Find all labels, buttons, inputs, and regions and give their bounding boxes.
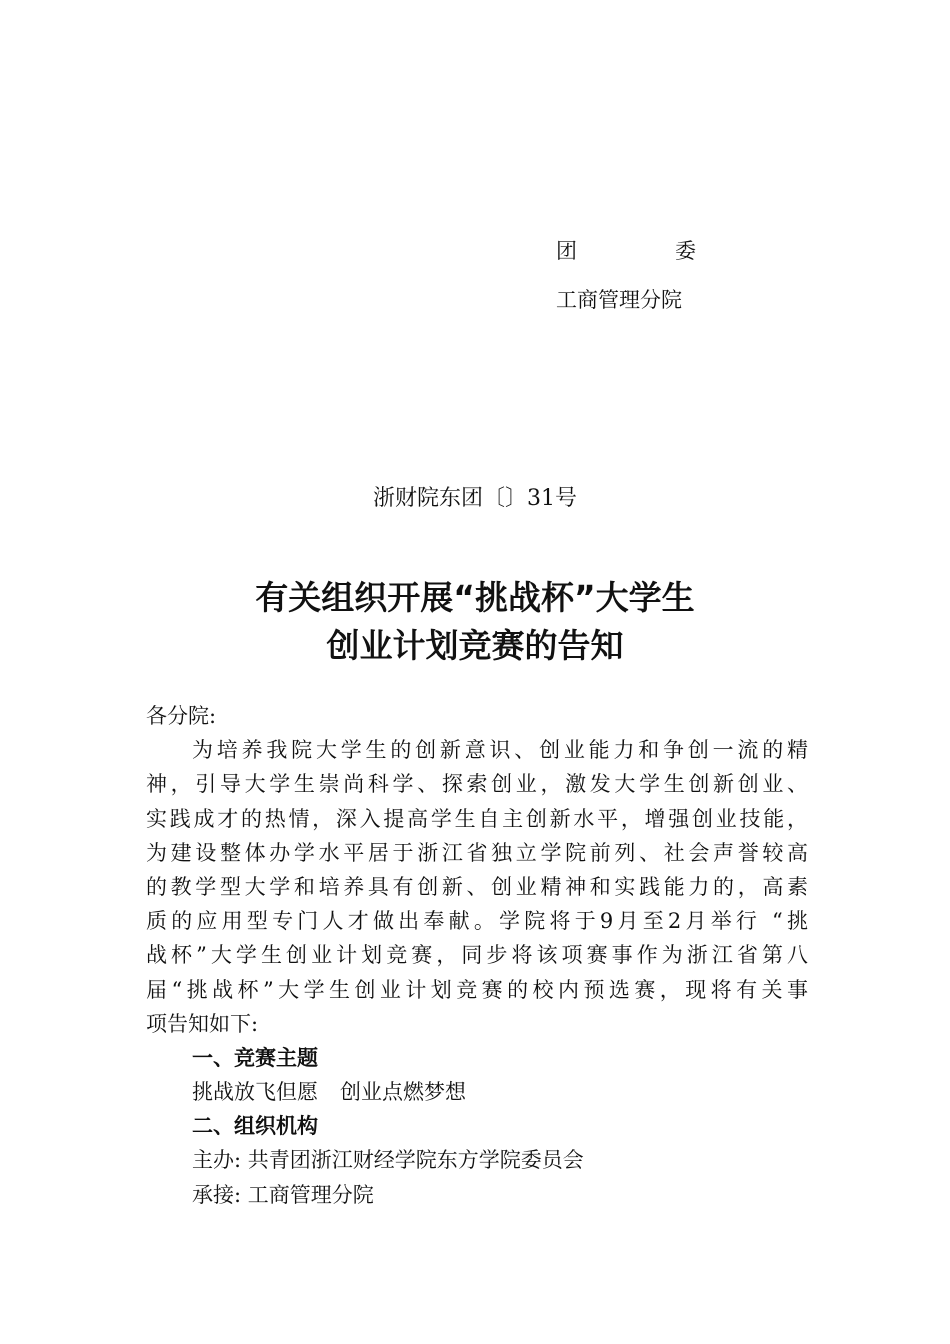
paragraph-line: 实践成才的热情，深入提高学生自主创新水平，增强创业技能， <box>146 806 808 831</box>
issuer-org-char: 委 <box>675 239 696 263</box>
intro-paragraph <box>146 733 808 1041</box>
paragraph-line: 为建设整体办学水平居于浙江省独立学院前列、社会声誉较高 <box>146 840 808 865</box>
paragraph-line: 神，引导大学生崇尚科学、探索创业，激发大学生创新创业、 <box>146 772 808 797</box>
issuer-org-char: 团 <box>556 239 577 263</box>
notice-title-line-2: 创业计划竞赛的告知 <box>326 626 624 665</box>
theme-part-1: 挑战放飞但愿 <box>192 1080 318 1105</box>
host-organization: 主办: 共青团浙江财经学院东方学院委员会 <box>192 1148 584 1173</box>
notice-body <box>146 699 808 1212</box>
paragraph-line: 为培养我院大学生的创新意识、创业能力和争创一流的精 <box>192 738 808 763</box>
competition-theme <box>146 1075 808 1109</box>
section-heading-organization: 二、组织机构 <box>192 1114 318 1139</box>
paragraph-line: 战杯”大学生创业计划竞赛，同步将该项赛事作为浙江省第八 <box>146 943 808 968</box>
salutation: 各分院: <box>146 704 217 728</box>
notice-title-line-1: 有关组织开展“挑战杯”大学生 <box>255 578 695 617</box>
organizer: 承接: 工商管理分院 <box>192 1182 374 1207</box>
paragraph-line: 届“挑战杯”大学生创业计划竞赛的校内预选赛，现将有关事 <box>146 977 808 1002</box>
issuer-org-line-1 <box>556 237 696 265</box>
paragraph-line: 的教学型大学和培养具有创新、创业精神和实践能力的，高素 <box>146 874 808 899</box>
paragraph-line: 质的应用型专门人才做出奉献。学院将于9月至2月举行 “挑 <box>146 909 808 934</box>
theme-part-2: 创业点燃梦想 <box>340 1080 466 1105</box>
section-heading-theme: 一、竞赛主题 <box>192 1045 318 1070</box>
paragraph-line: 项告知如下: <box>146 1011 259 1036</box>
document-number: 浙财院东团〔〕31号 <box>373 486 577 511</box>
issuer-org-line-2: 工商管理分院 <box>556 288 682 312</box>
